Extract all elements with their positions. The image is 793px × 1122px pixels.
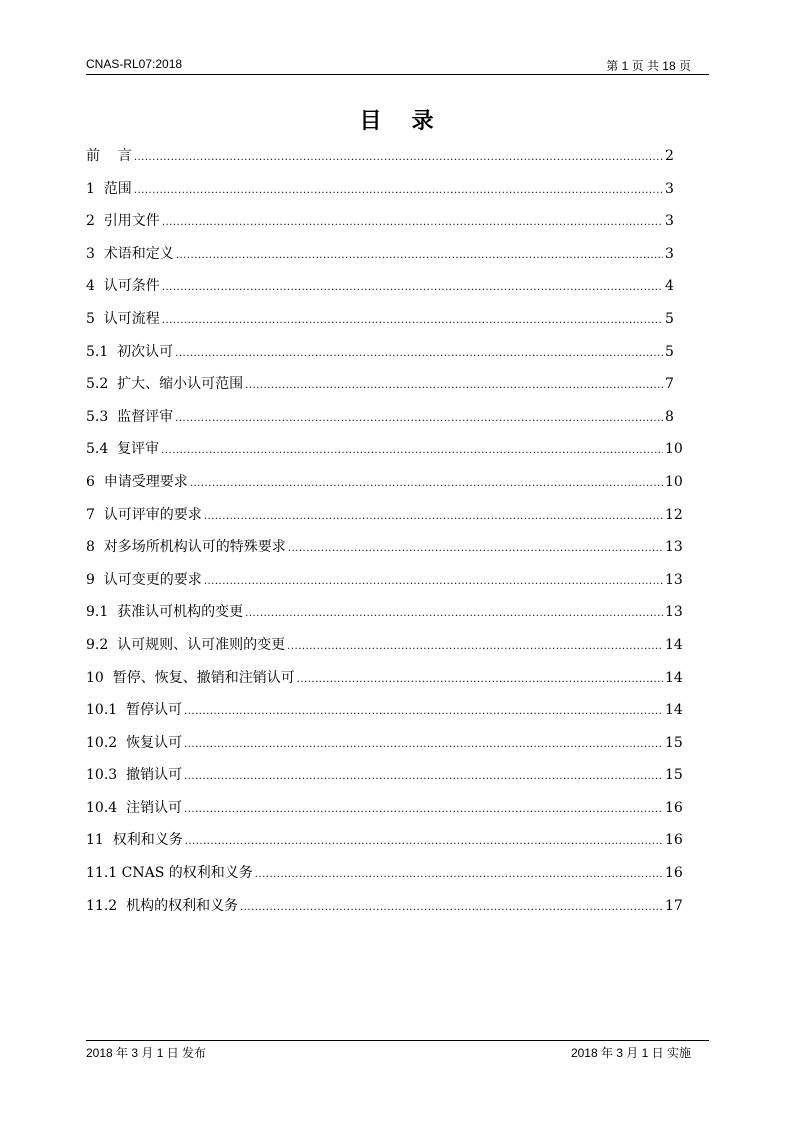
toc-entry-page: 16 [665,799,683,816]
toc-dot-leader [184,699,663,724]
toc-entry-page: 12 [665,506,683,523]
toc-entry[interactable] [86,861,683,894]
toc-entry[interactable] [86,503,683,536]
toc-entry-page: 15 [665,734,683,751]
toc-entry-label: 10.2 恢复认可 [86,734,183,751]
toc-dot-leader [288,536,663,561]
toc-entry-label: 6 申请受理要求 [86,473,188,490]
toc-entry[interactable] [86,209,673,242]
toc-entry-label: 9.2 认可规则、认可准则的变更 [86,636,286,653]
page-number-info: 第 1 页 共 18 页 [606,59,691,73]
toc-dot-leader [287,634,663,659]
toc-entry[interactable] [86,144,673,177]
toc-dot-leader [297,667,663,692]
toc-dot-leader [184,764,663,789]
toc-entry[interactable] [86,307,673,340]
toc-entry-label: 11.1 CNAS 的权利和义务 [86,865,253,882]
toc-entry[interactable] [86,535,683,568]
document-code: CNAS-RL07:2018 [86,57,183,71]
toc-dot-leader [162,308,663,333]
toc-entry-page: 14 [665,669,683,686]
toc-entry-page: 13 [665,604,683,621]
toc-entry-label: 5.1 初次认可 [86,343,174,360]
toc-dot-leader [184,797,663,822]
toc-entry-page: 3 [665,180,674,197]
toc-entry[interactable] [86,894,683,927]
toc-entry[interactable] [86,698,683,731]
toc-entry-page: 14 [665,636,683,653]
toc-entry[interactable] [86,796,683,829]
toc-dot-leader [175,406,663,431]
toc-entry[interactable] [86,828,683,861]
toc-entry-label: 10 暂停、恢复、撤销和注销认可 [86,669,295,686]
toc-dot-leader [134,178,663,203]
toc-entry[interactable] [86,666,683,699]
toc-entry-label: 4 认可条件 [86,278,160,295]
toc-entry-page: 13 [665,539,683,556]
toc-entry-page: 5 [665,310,674,327]
toc-dot-leader [134,145,663,170]
toc-dot-leader [204,569,663,594]
toc-entry-label: 9.1 获准认可机构的变更 [86,604,244,621]
toc-entry[interactable] [86,405,673,438]
toc-entry-label: 11 权利和义务 [86,832,183,849]
toc-entry-page: 7 [665,376,674,393]
toc-entry-page: 13 [665,571,683,588]
toc-entry-page: 10 [665,473,683,490]
toc-dot-leader [176,243,663,268]
toc-entry[interactable] [86,340,673,373]
toc-entry[interactable] [86,274,673,307]
toc-entry[interactable] [86,731,683,764]
toc-entry[interactable] [86,633,683,666]
toc-entry-label: 2 引用文件 [86,213,160,230]
toc-entry-page: 4 [665,278,674,295]
toc-entry-label: 前 言 [86,148,132,164]
toc-dot-leader [255,862,663,887]
toc-entry[interactable] [86,763,683,796]
toc-entry-label: 10.4 注销认可 [86,799,183,816]
toc-entry-label: 7 认可评审的要求 [86,506,202,523]
toc-entry-label: 1 范围 [86,180,132,197]
toc-entry-page: 17 [665,897,683,914]
toc-entry[interactable] [86,372,673,405]
toc-entry[interactable] [86,242,673,275]
toc-dot-leader [245,373,663,398]
toc-dot-leader [162,275,663,300]
toc-entry-page: 15 [665,767,683,784]
toc-entry-page: 8 [665,408,674,425]
toc-dot-leader [161,438,663,463]
toc-entry[interactable] [86,470,683,503]
toc-dot-leader [204,504,663,529]
toc-entry-page: 14 [665,702,683,719]
toc-dot-leader [190,471,663,496]
toc-dot-leader [245,601,663,626]
toc-title: 目录 [359,109,464,134]
toc-entry-label: 5.3 监督评审 [86,408,174,425]
toc-dot-leader [240,895,663,920]
toc-entry-label: 11.2 机构的权利和义务 [86,897,239,914]
toc-entry-label: 8 对多场所机构认可的特殊要求 [86,539,286,556]
toc-entry-label: 5.4 复评审 [86,441,160,458]
toc-dot-leader [184,732,663,757]
toc-dot-leader [185,829,663,854]
toc-entry-page: 5 [665,343,674,360]
toc-entry-page: 10 [664,441,683,458]
toc-entry[interactable] [86,437,683,470]
toc-entry-page: 3 [665,245,674,262]
toc-entry-label: 9 认可变更的要求 [86,571,202,588]
toc-entry-label: 5 认可流程 [86,310,160,327]
toc-dot-leader [162,210,663,235]
toc-dot-leader [175,341,663,366]
toc-entry-label: 10.3 撤销认可 [86,767,183,784]
toc-entry-label: 5.2 扩大、缩小认可范围 [86,376,244,393]
toc-entry-label: 3 术语和定义 [86,245,174,262]
toc-entry[interactable] [86,600,683,633]
toc-entry-page: 2 [665,148,674,164]
toc-entry-page: 16 [665,865,683,882]
toc-entry-page: 3 [665,213,674,230]
toc-entry-page: 16 [665,832,683,849]
toc-entry[interactable] [86,568,683,601]
toc-entry[interactable] [86,177,673,210]
table-of-contents [86,144,683,926]
publish-date: 2018 年 3 月 1 日 发布 [86,1046,207,1060]
page-header [86,56,709,75]
toc-entry-label: 10.1 暂停认可 [86,702,183,719]
page-footer [86,1040,709,1061]
implement-date: 2018 年 3 月 1 日 实施 [570,1046,691,1060]
